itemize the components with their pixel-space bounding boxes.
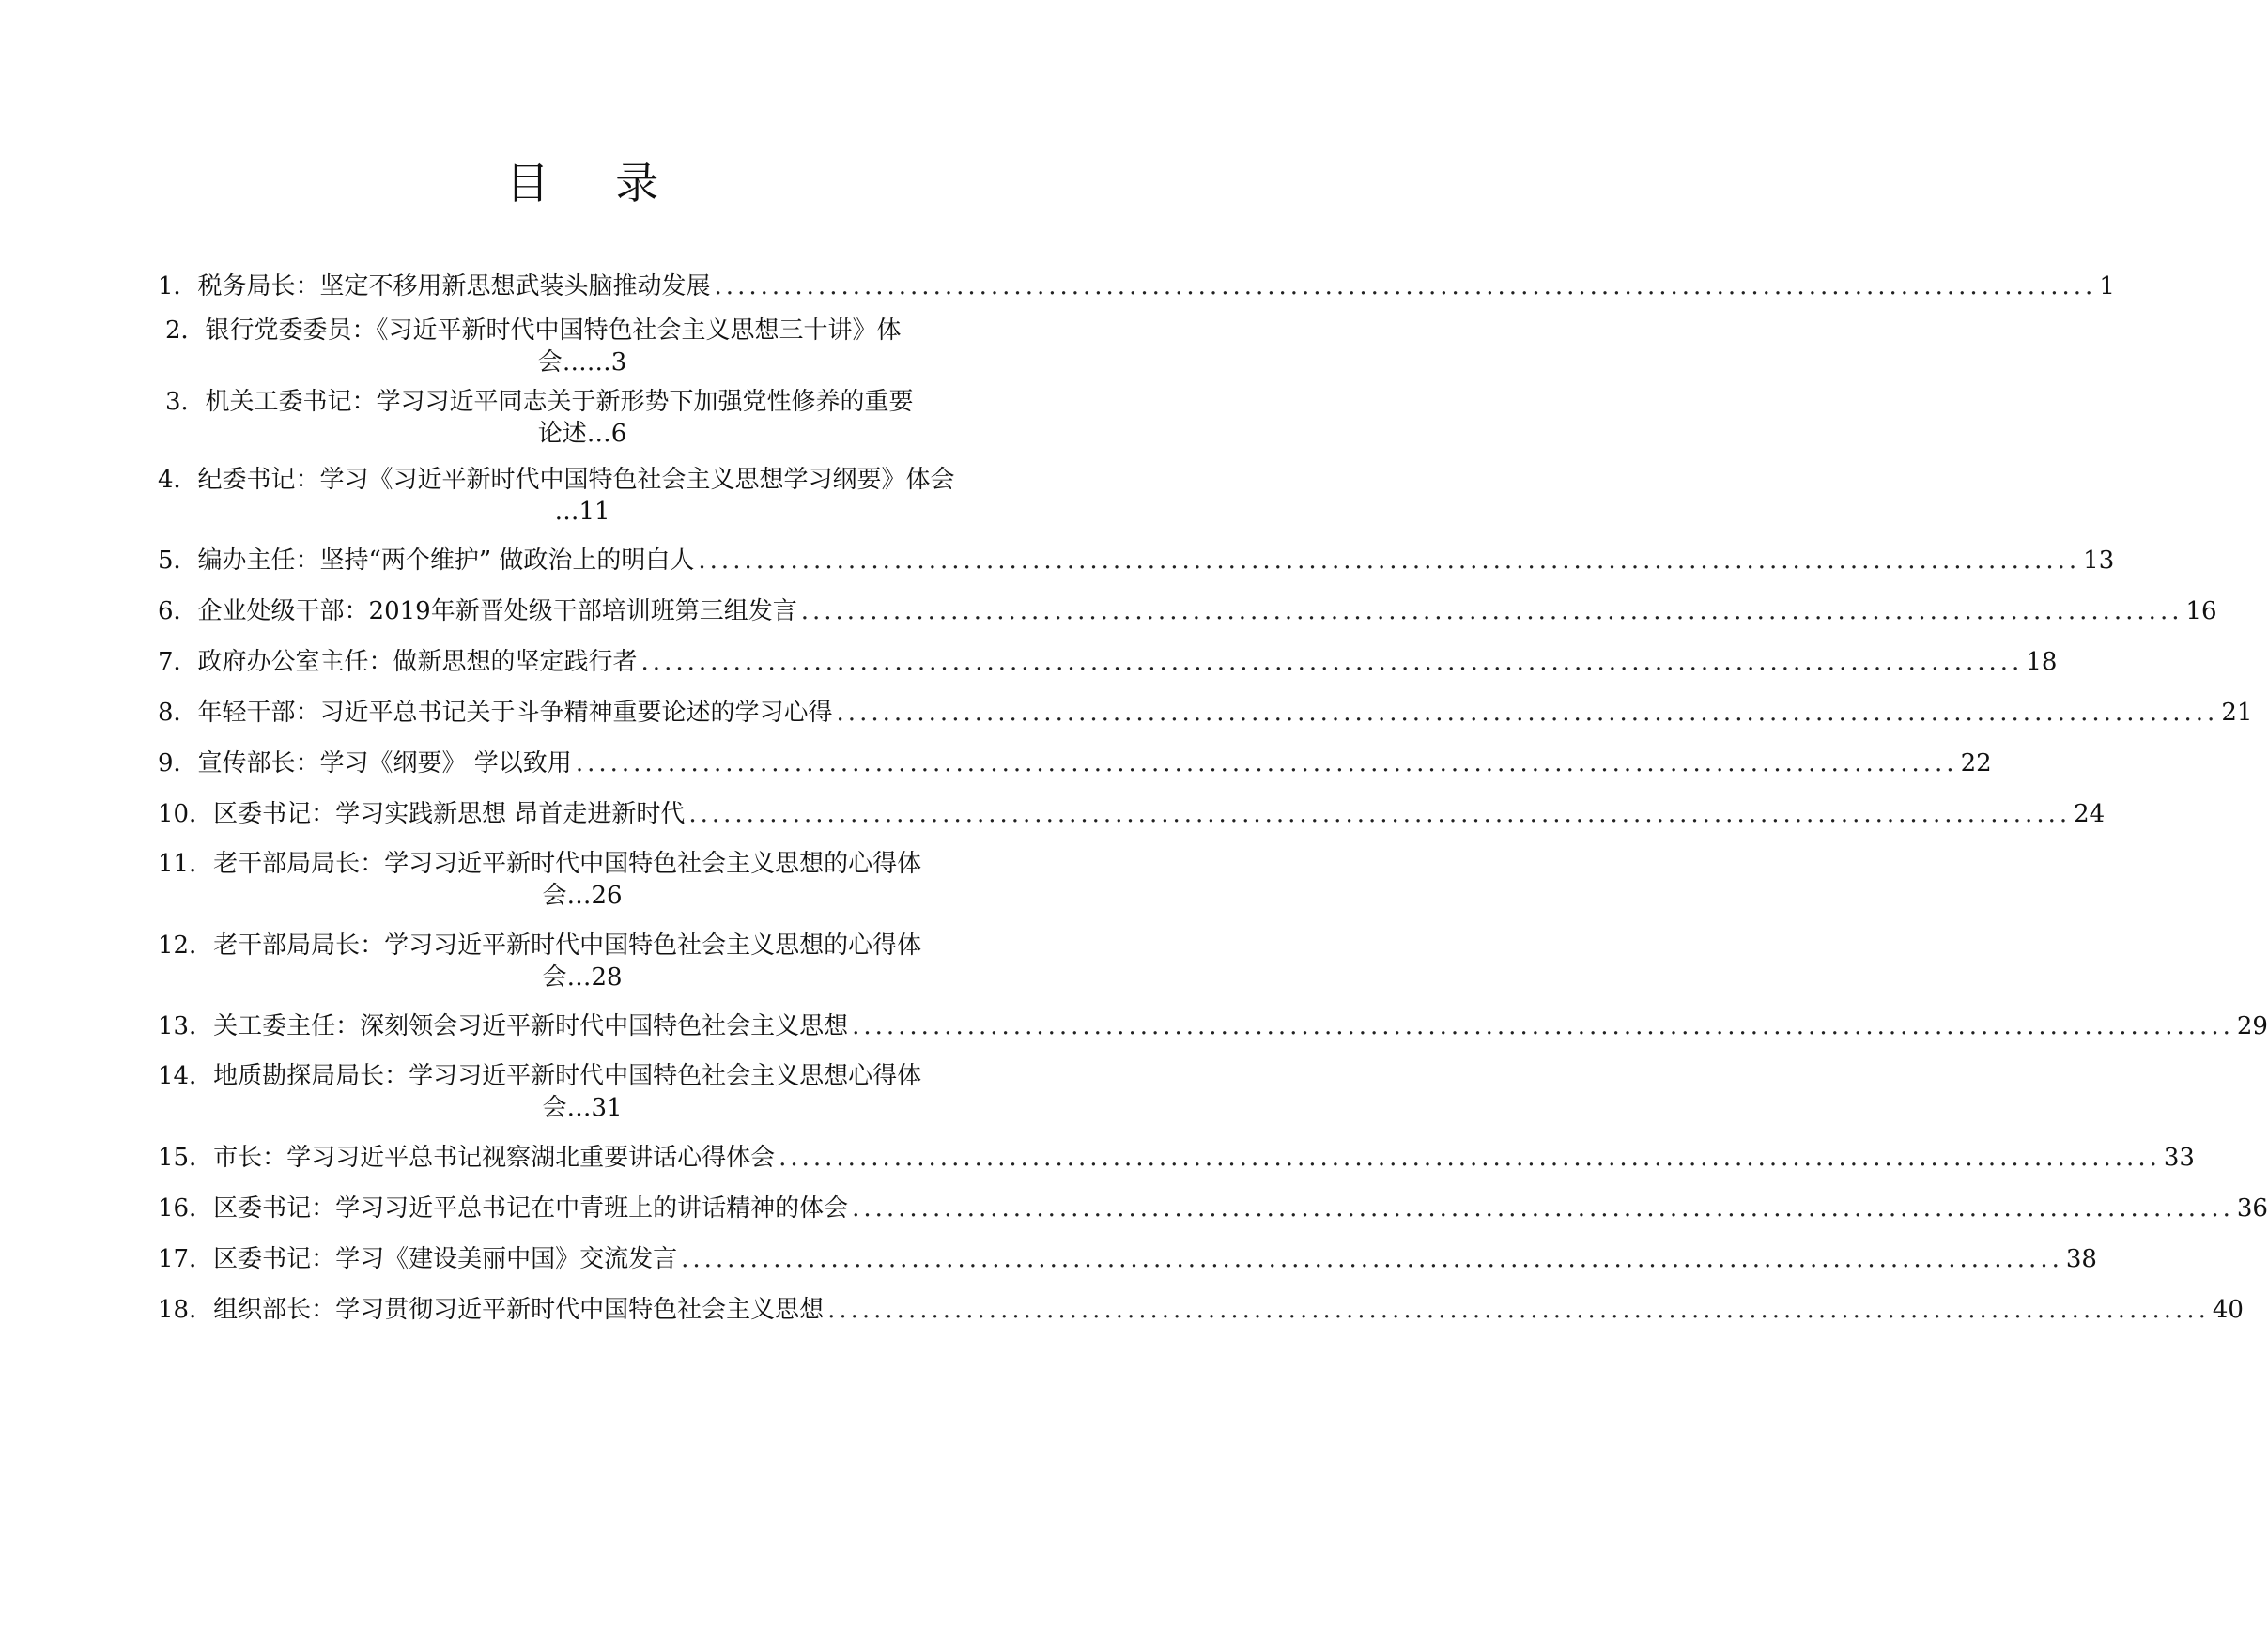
toc-title: 目 录 <box>505 158 686 208</box>
toc-entry-text: 6．企业处级干部：2019年新晋处级干部培训班第三组发言 <box>158 597 797 625</box>
dot-leader: ........................................................................................................................ <box>698 546 2081 575</box>
toc-entry-page: 18 <box>2026 648 2058 676</box>
toc-entry-5[interactable] <box>158 545 2115 577</box>
dot-leader: ........................................................................................................................ <box>836 699 2219 727</box>
dot-leader: ........................................................................................................................ <box>688 800 2072 828</box>
toc-entry-text-continued: 会…31 <box>542 1094 623 1122</box>
toc-entry-text: 8．年轻干部：习近平总书记关于斗争精神重要论述的学习心得 <box>158 699 833 727</box>
toc-entry-text: 10．区委书记：学习实践新思想 昂首走进新时代 <box>158 800 686 828</box>
toc-entry-text: 9．宣传部长：学习《纲要》 学以致用 <box>158 749 572 777</box>
dot-leader: ........................................................................................................................ <box>640 648 2024 676</box>
toc-entry-page: 29 <box>2236 1012 2268 1040</box>
toc-entry-text: 17．区委书记：学习《建设美丽中国》交流发言 <box>158 1245 678 1273</box>
toc-entry-16[interactable] <box>158 1193 2268 1224</box>
toc-entry-page: 1 <box>2099 272 2115 300</box>
dot-leader: ........................................................................................................................ <box>714 272 2097 300</box>
toc-entry-15[interactable] <box>158 1142 2195 1174</box>
toc-entry-text-continued: 会…28 <box>542 963 623 992</box>
toc-entry-17[interactable] <box>158 1243 2097 1275</box>
toc-entry-page: 40 <box>2212 1296 2244 1324</box>
toc-entry-text: 2．银行党委委员：《习近平新时代中国特色社会主义思想三十讲》体 <box>165 316 902 345</box>
toc-entry-6[interactable] <box>158 595 2217 627</box>
toc-entry-1[interactable] <box>158 270 2115 302</box>
toc-entry-page: 13 <box>2083 546 2115 575</box>
dot-leader: ........................................................................................................................ <box>779 1144 2161 1172</box>
toc-entry-page: 33 <box>2163 1144 2195 1172</box>
toc-entry-page: 22 <box>1960 749 1992 777</box>
toc-entry-text: 5．编办主任：坚持“两个维护” 做政治上的明白人 <box>158 546 695 575</box>
toc-entry-text: 1．税务局长：坚定不移用新思想武装头脑推动发展 <box>158 272 711 300</box>
toc-entry-9[interactable] <box>158 747 1992 779</box>
dot-leader: ........................................................................................................................ <box>852 1194 2234 1223</box>
toc-entry-text: 15．市长：学习习近平总书记视察湖北重要讲话心得体会 <box>158 1144 776 1172</box>
toc-entry-text-continued: …11 <box>554 498 610 526</box>
toc-entry-page: 21 <box>2221 699 2253 727</box>
toc-entry-text: 11．老干部局局长：学习习近平新时代中国特色社会主义思想的心得体 <box>158 850 922 878</box>
toc-entry-text: 4．纪委书记：学习《习近平新时代中国特色社会主义思想学习纲要》体会 <box>158 466 955 494</box>
toc-entry-text: 13．关工委主任：深刻领会习近平新时代中国特色社会主义思想 <box>158 1012 849 1040</box>
toc-entry-text-continued: 论述…6 <box>537 420 627 448</box>
toc-entry-text: 16．区委书记：学习习近平总书记在中青班上的讲话精神的体会 <box>158 1194 849 1223</box>
dot-leader: ........................................................................................................................ <box>852 1012 2234 1040</box>
toc-entry-text: 14．地质勘探局局长：学习习近平新时代中国特色社会主义思想心得体 <box>158 1062 922 1090</box>
toc-entry-text: 3．机关工委书记：学习习近平同志关于新形势下加强党性修养的重要 <box>165 388 914 416</box>
toc-entry-text-continued: 会……3 <box>537 348 627 377</box>
dot-leader: ........................................................................................................................ <box>681 1245 2063 1273</box>
toc-entry-page: 16 <box>2185 597 2217 625</box>
toc-entry-page: 36 <box>2236 1194 2268 1223</box>
toc-entry-text-continued: 会…26 <box>542 882 623 910</box>
toc-entry-page: 38 <box>2065 1245 2097 1273</box>
toc-entry-text: 18．组织部长：学习贯彻习近平新时代中国特色社会主义思想 <box>158 1296 825 1324</box>
toc-entry-text: 7．政府办公室主任：做新思想的坚定践行者 <box>158 648 638 676</box>
toc-entry-13[interactable] <box>158 1010 2268 1042</box>
toc-entry-page: 24 <box>2074 800 2106 828</box>
dot-leader: ........................................................................................................................ <box>827 1296 2210 1324</box>
toc-entry-7[interactable] <box>158 646 2058 678</box>
dot-leader: ........................................................................................................................ <box>800 597 2183 625</box>
toc-entry-8[interactable] <box>158 697 2253 729</box>
toc-entry-text: 12．老干部局局长：学习习近平新时代中国特色社会主义思想的心得体 <box>158 931 922 960</box>
dot-leader: ........................................................................................................................ <box>575 749 1958 777</box>
toc-entry-10[interactable] <box>158 798 2106 830</box>
toc-entry-18[interactable] <box>158 1294 2244 1326</box>
